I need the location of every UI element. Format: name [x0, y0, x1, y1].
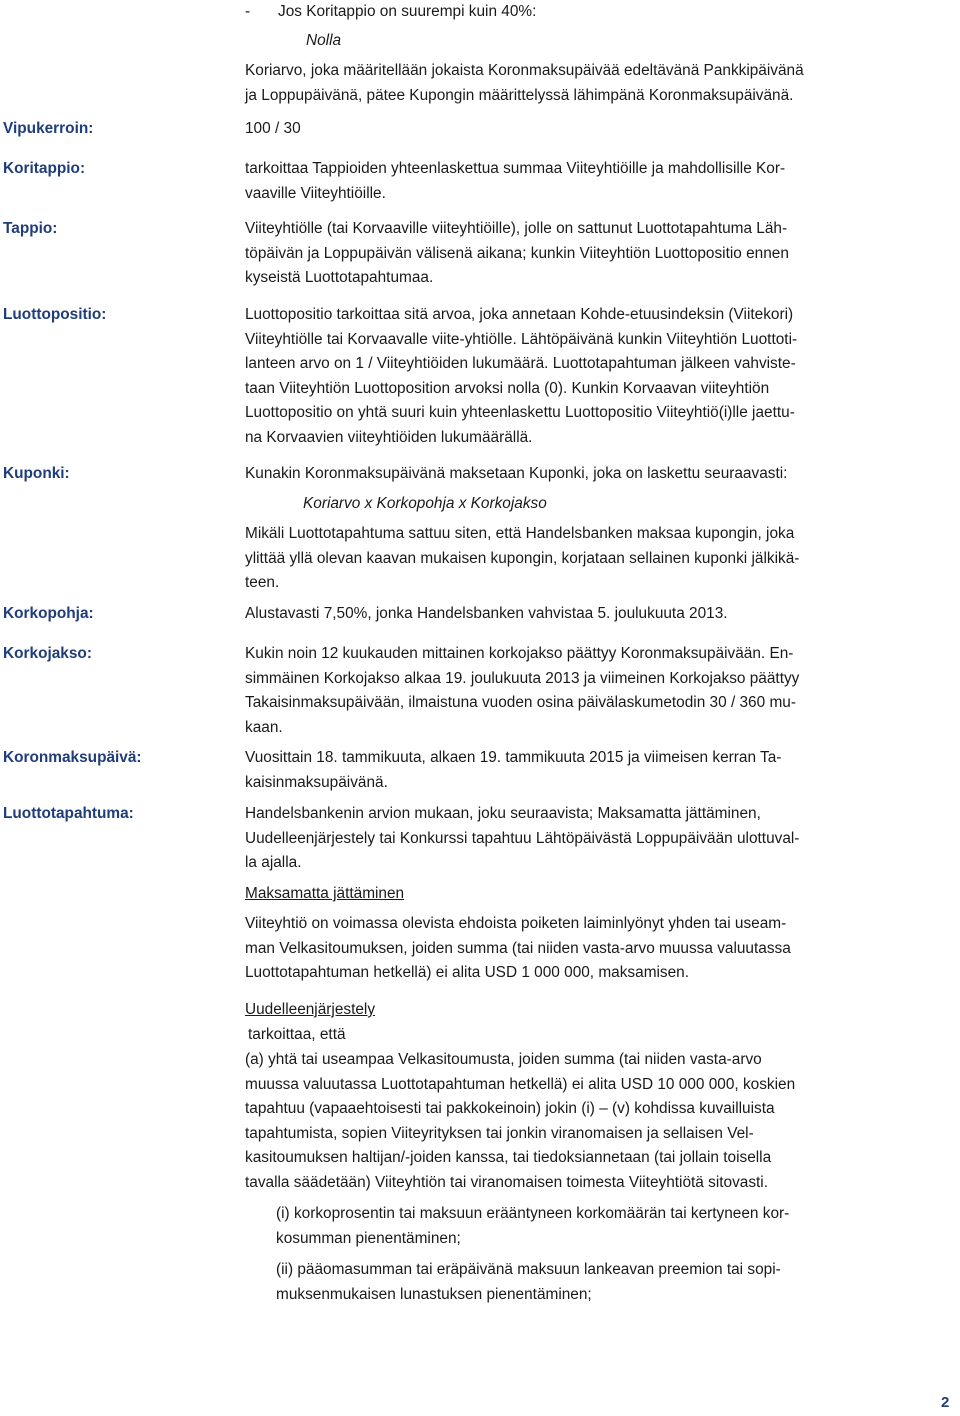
kuponki-intro: Kunakin Koronmaksupäivänä maksetaan Kuponki, joka on laskettu seuraavasti: [245, 465, 788, 482]
value-luottotapahtuma: Handelsbankenin arvion mukaan, joku seuraavista; Maksamatta jättäminen, Uudelleenjärjestely tai Konkurssi tapahtuu Lähtöpäivästä Loppupäivään ulottuval- la ajalla. [245, 805, 800, 871]
label-vipukerroin: Vipukerroin: [3, 120, 94, 137]
label-korkojakso: Korkojakso: [3, 645, 92, 662]
label-tappio: Tappio: [3, 220, 58, 237]
value-korkojakso: Kukin noin 12 kuukauden mittainen korkojakso päättyy Koronmaksupäivään. En- simmäinen Korkojakso alkaa 19. joulukuuta 2013 ja viimeinen Korkojakso päättyy Takaisinmaksupäivään, ilmaistuna vuoden osina päivälaskumetodin 30 / 360 mu- kaan. [245, 645, 800, 736]
page-number: 2 [941, 1394, 950, 1411]
value-korkopohja: Alustavasti 7,50%, jonka Handelsbanken vahvistaa 5. joulukuuta 2013. [245, 605, 728, 622]
value-tappio: Viiteyhtiölle (tai Korvaaville viiteyhtiöille), jolle on sattunut Luottotapahtuma Läh- töpäivän ja Loppupäivän välisenä aikana; kunkin Viiteyhtiön Luottopositio ennen kyseistä Luottotapahtumaa. [245, 220, 789, 286]
label-koritappio: Koritappio: [3, 160, 86, 177]
nolla-text: Nolla [306, 32, 342, 49]
uudelleen-intro: tarkoittaa, että [248, 1026, 346, 1043]
label-korkopohja: Korkopohja: [3, 605, 94, 622]
uudelleen-heading: Uudelleenjärjestely [245, 1001, 376, 1018]
label-kuponki: Kuponki: [3, 465, 70, 482]
maksamatta-text: Viiteyhtiö on voimassa olevista ehdoista poiketen laiminlyönyt yhden tai useam- man Velkasitoumuksen, joiden summa (tai niiden vasta-arvo muussa valuutassa Luottotapahtuman hetkellä) ei alita USD 1 000 000, maksamisen. [245, 915, 791, 981]
uudelleen-item-ii: (ii) pääomasumman tai eräpäivänä maksuun lankeavan preemion tai sopi- muksenmukaisen lunastuksen pienentäminen; [276, 1261, 781, 1303]
label-luottopositio: Luottopositio: [3, 306, 107, 323]
condition-text: Jos Koritappio on suurempi kuin 40%: [278, 3, 537, 20]
label-koronmaksupaiva: Koronmaksupäivä: [3, 749, 142, 766]
koriarvo-paragraph: Koriarvo, joka määritellään jokaista Koronmaksupäivää edeltävänä Pankkipäivänä ja Loppupäivänä, pätee Kupongin määrittelyssä lähimpänä Koronmaksupäivänä. [245, 62, 804, 104]
uudelleen-item-a: (a) yhtä tai useampaa Velkasitoumusta, joiden summa (tai niiden vasta-arvo muussa valuutassa Luottotapahtuman hetkellä) ei alita USD 10 000 000, koskien tapahtuu (vapaaehtoisesti tai pakkokeinoin) jokin (i) – (v) kohdissa kuvailluista tapahtumista, sopien Viiteyrityksen tai jonkin viranomaisen ja sellaisen Vel- kasitoumuksen haltijan/-joiden kanssa, tai tiedoksiannetaan (tai jollain toisella tavalla säädetään) Viiteyhtiön tai viranomaisen toimesta Viiteyhtiötä sitovasti. [245, 1051, 796, 1191]
label-luottotapahtuma: Luottotapahtuma: [3, 805, 134, 822]
maksamatta-heading: Maksamatta jättäminen [245, 885, 405, 902]
value-koritappio: tarkoittaa Tappioiden yhteenlaskettua summaa Viiteyhtiöille ja mahdollisille Kor- vaaville Viiteyhtiöille. [245, 160, 786, 202]
kuponki-note: Mikäli Luottotapahtuma sattuu siten, että Handelsbanken maksaa kupongin, joka ylittää yllä olevan kaavan mukaisen kupongin, korjataan sellainen kuponki jälkikä- teen. [245, 525, 800, 591]
uudelleen-item-i: (i) korkoprosentin tai maksuun erääntyneen korkomäärän tai kertyneen kor- kosumman pienentäminen; [276, 1205, 790, 1247]
kuponki-formula: Koriarvo x Korkopohja x Korkojakso [303, 495, 547, 512]
value-luottopositio: Luottopositio tarkoittaa sitä arvoa, joka annetaan Kohde-etuusindeksin (Viitekori) Viiteyhtiölle tai Korvaavalle viite-yhtiölle. Lähtöpäivänä kunkin Viiteyhtiön Luottoti- lanteen arvo on 1 / Viiteyhtiöiden lukumäärä. Luottotapahtuman jälkeen vahviste- taan Viiteyhtiön Luottoposition arvoksi nolla (0). Kunkin Korvaavan viiteyhtiön Luottopositio on yhtä suuri kuin yhteenlaskettu Luottopositio Viiteyhtiö(i)lle jaettu- na Korvaavien viiteyhtiöiden lukumäärällä. [245, 306, 798, 446]
value-koronmaksupaiva: Vuosittain 18. tammikuuta, alkaen 19. tammikuuta 2015 ja viimeisen kerran Ta- kaisinmaksupäivänä. [245, 749, 782, 791]
value-vipukerroin: 100 / 30 [245, 120, 301, 137]
list-dash: - [245, 3, 251, 20]
